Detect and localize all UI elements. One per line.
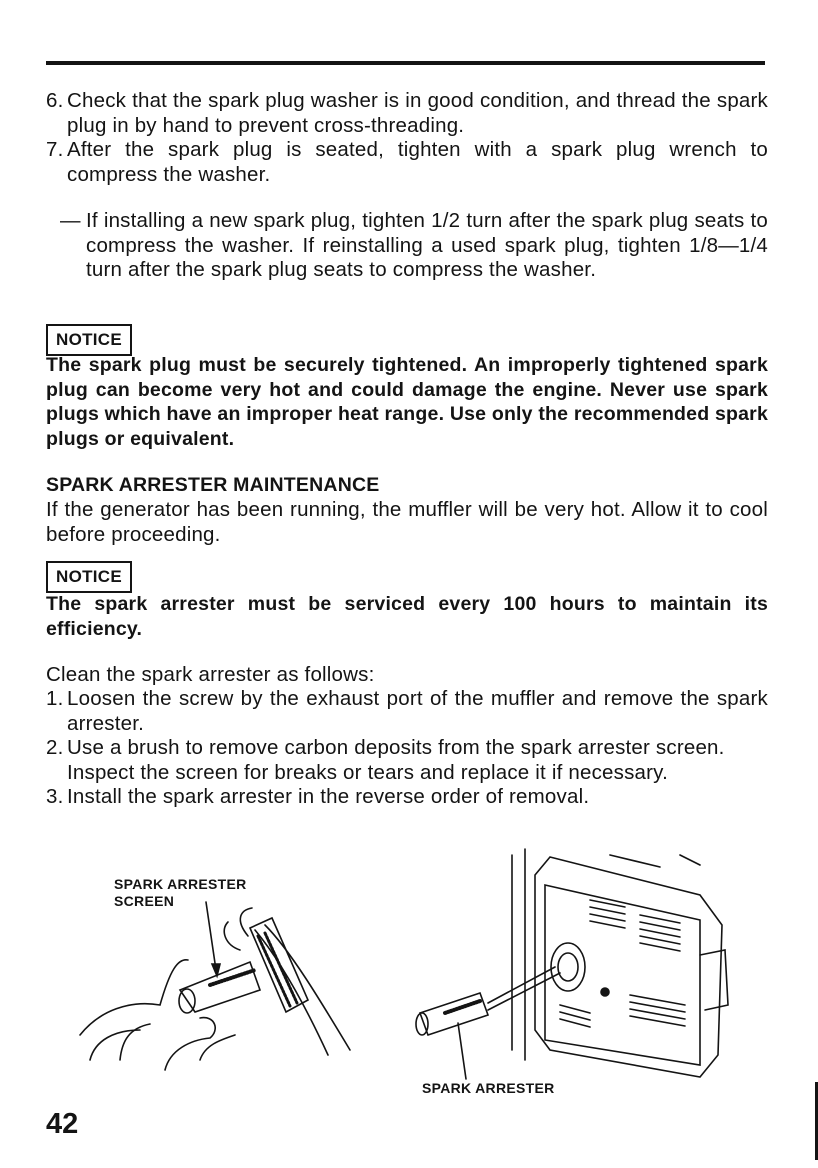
page-number: 42: [46, 1108, 79, 1140]
step-number: 7.: [46, 138, 64, 161]
step-text: Install the spark arrester in the reverse order of removal.: [67, 785, 590, 808]
step-text: Loosen the screw by the exhaust port of the muffler and remove the spark arrester.: [67, 687, 768, 735]
figure-left-label-line2: SCREEN: [114, 893, 175, 909]
figure-right-label: SPARK ARRESTER: [422, 1080, 555, 1096]
notice-box-1: NOTICE: [46, 324, 132, 356]
step-number: 1.: [46, 687, 64, 710]
step-number: 2.: [46, 736, 64, 759]
sub-note-dash: —: [60, 209, 81, 232]
muffler-arrester-illustration: [400, 845, 740, 1090]
brush-cleaning-illustration: [60, 890, 360, 1080]
step-text-main: Use a brush to remove carbon deposits from the spark arrester screen.: [67, 736, 725, 759]
list-item: [46, 736, 768, 785]
steps-top-list: [46, 89, 768, 187]
step-number: 6.: [46, 89, 64, 112]
sub-note-text: If installing a new spark plug, tighten 1/2 turn after the spark plug seats to compress the washer. If reinstalling a used spark plug, tighten 1/8—1/4 turn after the spark plug seats to compress the washer.: [86, 209, 768, 281]
notice-1-body: The spark plug must be securely tightened. An improperly tightened spark plug can become very hot and could damage the engine. Never use spark plugs which have an improper heat range. Use only the recommended spark plugs or equivalent.: [46, 354, 768, 450]
step-text-extra: Inspect the screen for breaks or tears and replace it if necessary.: [67, 760, 668, 784]
clean-intro: Clean the spark arrester as follows:: [46, 663, 375, 686]
list-item: [46, 138, 768, 187]
step-number: 3.: [46, 785, 64, 808]
section-intro-text: If the generator has been running, the muffler will be very hot. Allow it to cool before proceeding.: [46, 498, 768, 546]
step-text: [67, 736, 768, 785]
section-heading: SPARK ARRESTER MAINTENANCE: [46, 474, 380, 496]
notice-2-text: [46, 592, 768, 641]
list-item: [46, 785, 768, 810]
notice-2-body: The spark arrester must be serviced every 100 hours to maintain its efficiency.: [46, 593, 768, 640]
clean-steps-list: [46, 687, 768, 810]
figure-left-label-line1: SPARK ARRESTER: [114, 876, 247, 892]
notice-1-text: [46, 353, 768, 451]
list-item: [46, 89, 768, 138]
section-intro: [46, 498, 768, 547]
sub-note: [60, 209, 768, 283]
step-text: After the spark plug is seated, tighten with a spark plug wrench to compress the washer.: [67, 138, 768, 186]
notice-box-2: NOTICE: [46, 561, 132, 593]
top-rule: [46, 61, 765, 65]
step-text: Check that the spark plug washer is in good condition, and thread the spark plug in by hand to prevent cross-threading.: [67, 89, 768, 137]
list-item: [46, 687, 768, 736]
